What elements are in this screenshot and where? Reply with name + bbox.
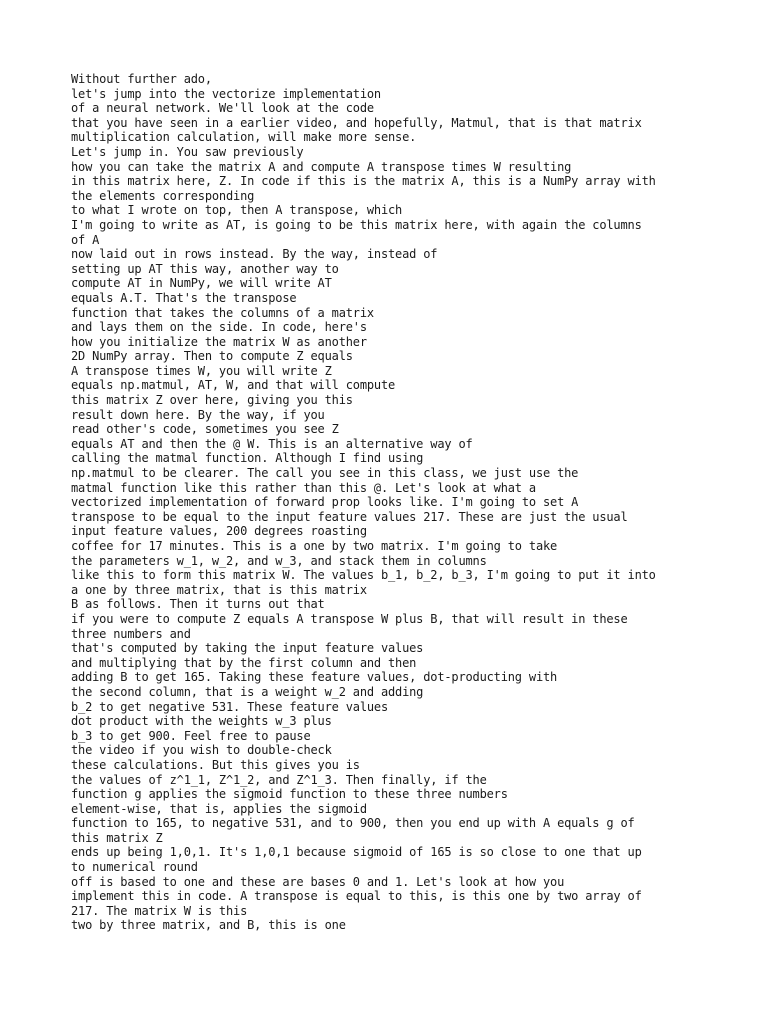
transcript-line: in this matrix here, Z. In code if this is the matrix A, this is a NumPy array with <box>71 174 656 189</box>
transcript-line: function to 165, to negative 531, and to 900, then you end up with A equals g of <box>71 816 635 831</box>
transcript-line: how you initialize the matrix W as another <box>71 334 367 349</box>
transcript-line: and lays them on the side. In code, here's <box>71 320 367 335</box>
transcript-line: this matrix Z over here, giving you this <box>71 393 353 408</box>
transcript-line: function g applies the sigmoid function to these three numbers <box>71 787 508 802</box>
transcript-line: function that takes the columns of a matrix <box>71 305 374 320</box>
transcript-line: coffee for 17 minutes. This is a one by two matrix. I'm going to take <box>71 539 558 553</box>
transcript-line: equals A.T. That's the transpose <box>71 290 297 305</box>
transcript-line: b_2 to get negative 531. These feature values <box>71 699 389 714</box>
transcript-line: Without further ado, <box>71 72 212 86</box>
transcript-line: now laid out in rows instead. By the way, instead of <box>71 247 438 262</box>
transcript-line: and multiplying that by the first column and then <box>71 655 417 670</box>
transcript-line: vectorized implementation of forward prop looks like. I'm going to set A <box>71 495 579 510</box>
transcript-line: dot product with the weights w_3 plus <box>71 714 332 729</box>
transcript-line: Let's jump in. You saw previously <box>71 144 304 159</box>
transcript-line: adding B to get 165. Taking these feature values, dot-producting with <box>71 670 558 685</box>
transcript-line: implement this in code. A transpose is equal to this, is this one by two array of <box>71 889 642 904</box>
transcript-line: compute AT in NumPy, we will write AT <box>71 276 332 291</box>
transcript-line: ends up being 1,0,1. It's 1,0,1 because sigmoid of 165 is so close to one that up <box>71 845 642 860</box>
transcript-line: these calculations. But this gives you is <box>71 757 360 772</box>
transcript-line: of a neural network. We'll look at the code <box>71 101 374 116</box>
transcript-line: result down here. By the way, if you <box>71 407 325 422</box>
transcript-line: calling the matmal function. Although I find using <box>71 451 424 466</box>
transcript-line: two by three matrix, and B, this is one <box>71 918 346 933</box>
transcript-line: A transpose times W, you will write Z <box>71 363 332 378</box>
transcript-line: to numerical round <box>71 860 198 875</box>
transcript-line: setting up AT this way, another way to <box>71 261 339 276</box>
transcript-line: three numbers and <box>71 626 191 641</box>
transcript-line: that's computed by taking the input feature values <box>71 641 424 656</box>
transcript-line: that you have seen in a earlier video, and hopefully, Matmul, that is that matrix <box>71 115 642 130</box>
transcript-line: multiplication calculation, will make more sense. <box>71 130 417 145</box>
transcript-line: the parameters w_1, w_2, and w_3, and stack them in columns <box>71 553 487 568</box>
transcript-line: B as follows. Then it turns out that <box>71 597 325 612</box>
transcript-line: if you were to compute Z equals A transpose W plus B, that will result in these <box>71 611 628 626</box>
transcript-line: I'm going to write as AT, is going to be this matrix here, with again the columns <box>71 217 642 232</box>
transcript-line: this matrix Z <box>71 830 163 845</box>
transcript-line: b_3 to get 900. Feel free to pause <box>71 728 311 743</box>
transcript-line: element-wise, that is, applies the sigmoid <box>71 801 367 816</box>
transcript-line: the elements corresponding <box>71 188 255 203</box>
transcript-line: matmal function like this rather than this @. Let's look at what a <box>71 480 536 495</box>
transcript-line: the values of z^1_1, Z^1_2, and Z^1_3. Then finally, if the <box>71 772 487 787</box>
transcript-line: like this to form this matrix W. The values b_1, b_2, b_3, I'm going to put it into <box>71 568 656 583</box>
transcript-page <box>71 72 697 933</box>
transcript-line: a one by three matrix, that is this matrix <box>71 582 367 597</box>
transcript-line: 217. The matrix W is this <box>71 903 248 918</box>
transcript-line: equals AT and then the @ W. This is an alternative way of <box>71 436 473 451</box>
transcript-line: off is based to one and these are bases 0 and 1. Let's look at how you <box>71 874 565 889</box>
transcript-line: 2D NumPy array. Then to compute Z equals <box>71 349 353 364</box>
transcript-line: the second column, that is a weight w_2 and adding <box>71 684 424 699</box>
transcript-line: input feature values, 200 degrees roasting <box>71 524 367 539</box>
transcript-line: equals np.matmul, AT, W, and that will compute <box>71 378 396 393</box>
transcript-line: let's jump into the vectorize implementation <box>71 86 381 101</box>
transcript-line: read other's code, sometimes you see Z <box>71 422 339 437</box>
transcript-line: how you can take the matrix A and compute A transpose times W resulting <box>71 159 572 174</box>
transcript-line: of A <box>71 232 100 247</box>
transcript-line: the video if you wish to double-check <box>71 743 332 758</box>
transcript-line: transpose to be equal to the input feature values 217. These are just the usual <box>71 509 628 524</box>
transcript-line: np.matmul to be clearer. The call you see in this class, we just use the <box>71 466 579 481</box>
transcript-line: to what I wrote on top, then A transpose, which <box>71 203 403 218</box>
